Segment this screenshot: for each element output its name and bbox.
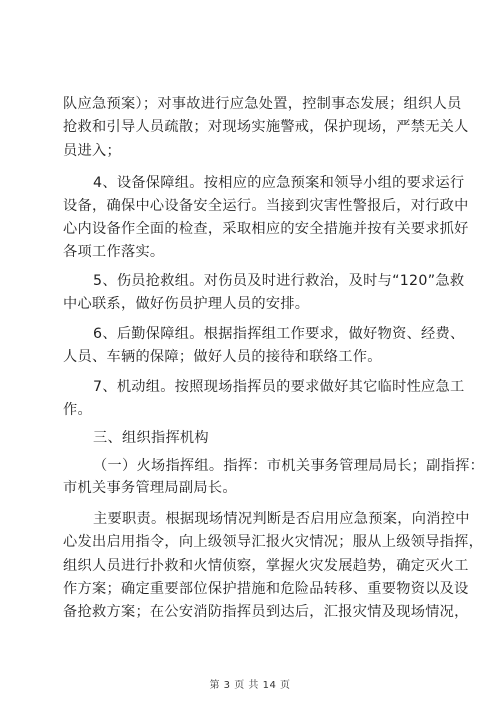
section-heading: 三、组织指挥机构 [93,430,209,446]
text-line: 作方案；确定重要部位保护措施和危险品转移、重要物资以及设 [63,581,469,597]
text-line: 心发出启用指令，向上级领导汇报火灾情况；服从上级领导指挥， [63,534,484,550]
text-line: 人员、车辆的保障；做好人员的接待和联络工作。 [63,349,382,365]
text-line: 各项工作落实。 [63,244,165,260]
text-line: 备抢救方案；在公安消防指挥员到达后，汇报灾情及现场情况， [63,604,469,620]
text-line: 6、后勤保障组。根据指挥组工作要求，做好物资、经费、 [93,326,465,342]
text-line: 队应急预案）；对事故进行应急处置，控制事态发展；组织人员 [63,96,462,112]
text-line: 主要职责。根据现场情况判断是否启用应急预案，向消控中 [93,511,470,527]
text-line: 4、设备保障组。按相应的应急预案和领导小组的要求运行 [93,175,465,191]
text-line: 员进入； [63,143,121,159]
text-line: 作。 [63,402,92,418]
text-line: 抢救和引导人员疏散；对现场实施警戒，保护现场，严禁无关人 [63,119,469,135]
text-line: 市机关事务管理局副局长。 [63,480,237,496]
text-line: 5、伤员抢救组。对伤员及时进行救治，及时与“120”急救 [93,273,465,289]
text-line: 心内设备作全面的检查，采取相应的安全措施并按有关要求抓好 [63,221,469,237]
text-line: 组织人员进行扑救和火情侦察，掌握火灾发展趋势，确定灭火工 [63,558,469,574]
page-number-footer: 第 3 页 共 14 页 [209,680,291,691]
text-line: 7、机动组。按照现场指挥员的要求做好其它临时性应急工 [93,379,465,395]
text-line: 中心联系，做好伤员护理人员的安排。 [63,296,310,312]
text-line: 设备，确保中心设备安全运行。当接到灾害性警报后，对行政中 [63,198,469,214]
text-line: （一）火场指挥组。指挥：市机关事务管理局局长；副指挥： [93,458,485,474]
